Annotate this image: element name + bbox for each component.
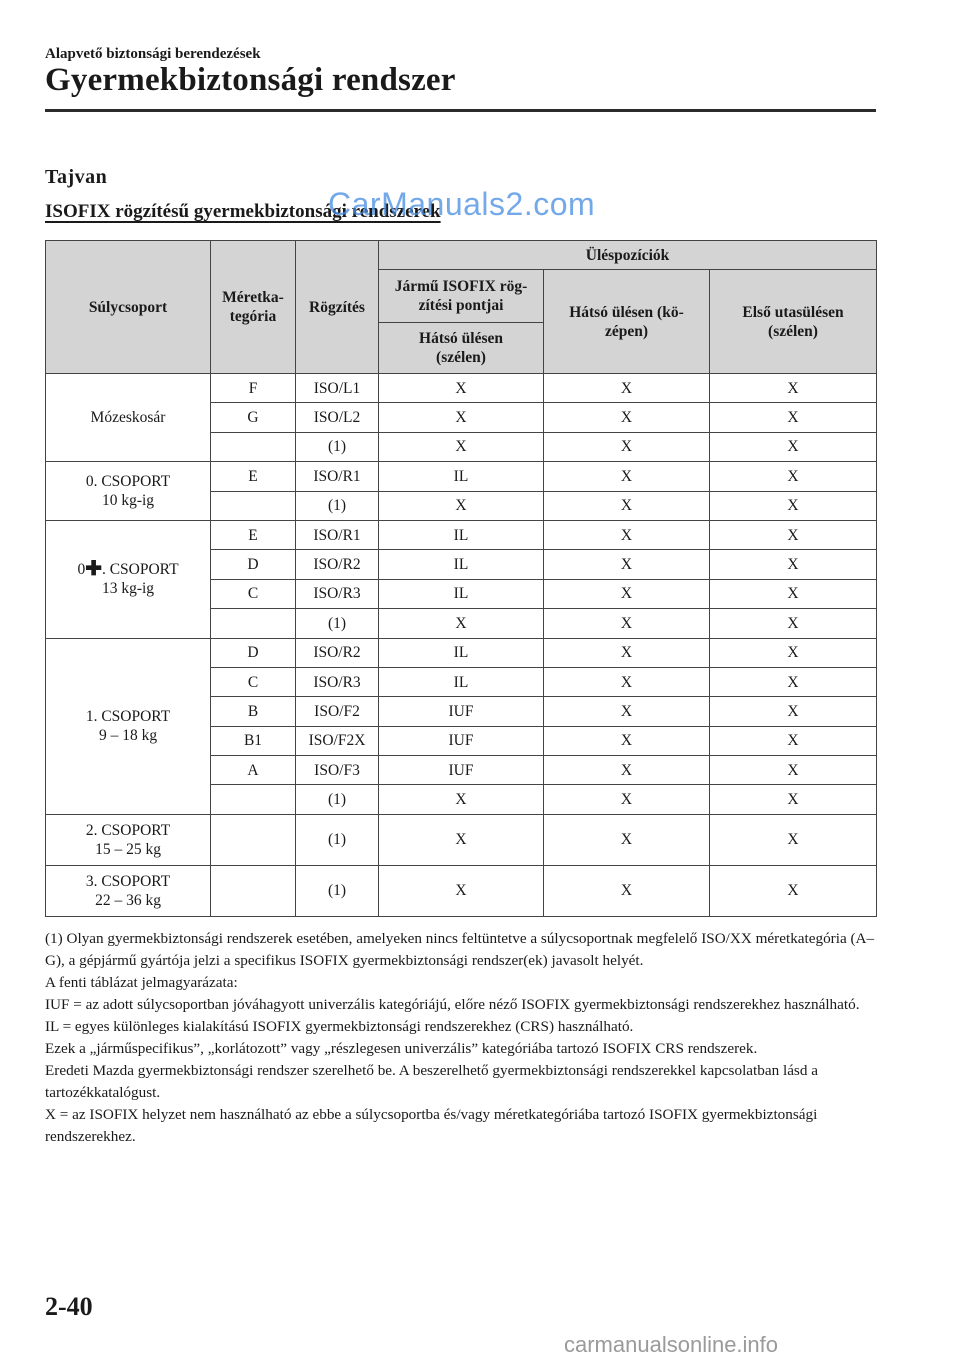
cell-fixture: ISO/R2: [296, 550, 379, 579]
table-title: ISOFIX rögzítésű gyermekbiztonsági rendszerek: [45, 201, 441, 222]
cell-rear-outboard: X: [379, 785, 544, 814]
header-weight-group: Súlycsoport: [46, 241, 211, 374]
header-isofix-points: [379, 270, 544, 323]
footnote-1: (1) Olyan gyermekbiztonsági rendszerek esetében, amelyeken nincs feltüntetve a súlycsoportnak megfelelő ISO/XX méretkategória (A–G), a gépjármű gyártója jelzi a specifikus ISOFIX gyermekbiztonsági rendszer(ek) javasolt helyét.: [45, 930, 875, 969]
cell-rear-center: X: [544, 785, 710, 814]
cell-fixture: ISO/R3: [296, 667, 379, 696]
cell-rear-outboard: IL: [379, 638, 544, 667]
cell-rear-center: X: [544, 667, 710, 696]
header-front-passenger-label: Első utasülésen (szélen): [742, 303, 844, 340]
cell-front: X: [710, 814, 877, 865]
footnotes: [45, 928, 880, 1148]
cell-fixture: (1): [296, 865, 379, 916]
cell-rear-center: X: [544, 403, 710, 432]
cell-front: X: [710, 785, 877, 814]
legend-il-detail: Ezek a „járműspecifikus”, „korlátozott” vagy „részlegesen univerzális” kategóriába tartozó ISOFIX CRS rendszerek.: [45, 1040, 758, 1057]
weight-group-cell: [46, 865, 211, 916]
table-row: [46, 462, 877, 491]
page-number: 2-40: [45, 1292, 93, 1321]
cell-front: X: [710, 609, 877, 638]
weight-group-cell: [46, 374, 211, 462]
cell-front: X: [710, 697, 877, 726]
table-row: [46, 520, 877, 549]
cell-front: X: [710, 403, 877, 432]
footer-watermark: carmanualsonline.info: [564, 1332, 779, 1357]
cell-rear-center: X: [544, 462, 710, 491]
cell-size: G: [211, 403, 296, 432]
cell-fixture: (1): [296, 785, 379, 814]
cell-fixture: (1): [296, 814, 379, 865]
cell-front: X: [710, 726, 877, 755]
table-header: [46, 241, 877, 374]
cell-size: B: [211, 697, 296, 726]
cell-rear-center: X: [544, 520, 710, 549]
cell-front: X: [710, 491, 877, 520]
isofix-table: [45, 240, 877, 917]
cell-size: A: [211, 756, 296, 785]
header-seat-positions: Üléspozíciók: [379, 241, 877, 270]
cell-rear-outboard: IL: [379, 550, 544, 579]
cell-size: D: [211, 638, 296, 667]
cell-fixture: ISO/R3: [296, 579, 379, 608]
cell-front: X: [710, 638, 877, 667]
weight-group-prefix: 0: [77, 561, 86, 579]
cell-rear-center: X: [544, 374, 710, 403]
weight-group-range: 13 kg-ig: [101, 580, 155, 598]
cell-size: [211, 609, 296, 638]
cell-size: E: [211, 462, 296, 491]
title-rule: [45, 109, 876, 112]
table-row: [46, 865, 877, 916]
cell-fixture: ISO/F2X: [296, 726, 379, 755]
header-size-category-label: Méretka- tegória: [222, 289, 284, 325]
cell-fixture: (1): [296, 432, 379, 461]
weight-group-cell: [46, 520, 211, 638]
cell-rear-center: X: [544, 814, 710, 865]
cell-fixture: ISO/F2: [296, 697, 379, 726]
cell-rear-center: X: [544, 697, 710, 726]
weight-group-suffix: . CSOPORT: [101, 561, 179, 579]
header-fixture: Rögzítés: [296, 241, 379, 374]
weight-group-label: 3. CSOPORT 22 – 36 kg: [85, 872, 171, 909]
weight-group-cell: [46, 814, 211, 865]
cell-front: X: [710, 432, 877, 461]
legend-iuf: IUF = az adott súlycsoportban jóváhagyott univerzális kategóriájú, előre néző ISOFIX gyermekbiztonsági rendszerekhez használható.: [45, 996, 860, 1013]
cell-size: B1: [211, 726, 296, 755]
cell-fixture: (1): [296, 491, 379, 520]
cell-rear-center: X: [544, 432, 710, 461]
legend-mazda: Eredeti Mazda gyermekbiztonsági rendszer szerelhető be. A beszerelhető gyermekbiztonsági rendszerekkel kapcsolatban lásd a tartozékkatalógust.: [45, 1062, 818, 1101]
weight-group-label: 1. CSOPORT 9 – 18 kg: [85, 708, 171, 745]
header-rear-center: [544, 270, 710, 374]
header-rear-outboard: [379, 323, 544, 374]
cell-size: [211, 491, 296, 520]
plus-icon: ✚: [85, 558, 102, 581]
weight-group-label: Mózeskosár: [90, 409, 166, 427]
table-row: [46, 814, 877, 865]
cell-front: X: [710, 579, 877, 608]
legend-il: IL = egyes különleges kialakítású ISOFIX gyermekbiztonsági rendszerekhez (CRS) használható.: [45, 1018, 634, 1035]
cell-fixture: (1): [296, 609, 379, 638]
cell-rear-outboard: X: [379, 491, 544, 520]
cell-size: F: [211, 374, 296, 403]
cell-front: X: [710, 520, 877, 549]
weight-group-cell: [46, 462, 211, 521]
header-rear-outboard-label: Hátsó ülésen (szélen): [419, 330, 503, 366]
cell-rear-center: X: [544, 491, 710, 520]
cell-rear-outboard: X: [379, 374, 544, 403]
weight-group-label: 0. CSOPORT 10 kg-ig: [85, 473, 171, 510]
cell-rear-outboard: IL: [379, 579, 544, 608]
cell-fixture: ISO/R1: [296, 462, 379, 491]
cell-front: X: [710, 756, 877, 785]
cell-front: X: [710, 865, 877, 916]
header-isofix-points-label: Jármű ISOFIX rög- zítési pontjai: [394, 278, 528, 314]
cell-rear-center: X: [544, 638, 710, 667]
weight-group-label: 2. CSOPORT 15 – 25 kg: [85, 821, 171, 858]
cell-size: [211, 865, 296, 916]
cell-front: X: [710, 550, 877, 579]
cell-rear-outboard: IUF: [379, 697, 544, 726]
cell-front: X: [710, 374, 877, 403]
cell-rear-center: X: [544, 756, 710, 785]
section-label: Alapvető biztonsági berendezések: [45, 46, 261, 62]
cell-rear-center: X: [544, 579, 710, 608]
chapter-title: Gyermekbiztonsági rendszer: [45, 62, 456, 98]
cell-front: X: [710, 462, 877, 491]
cell-rear-center: X: [544, 609, 710, 638]
legend-x: X = az ISOFIX helyzet nem használható az ebbe a súlycsoportba és/vagy méretkategóriába tartozó ISOFIX gyermekbiztonsági rendszerekhez.: [45, 1106, 818, 1145]
cell-rear-outboard: X: [379, 865, 544, 916]
cell-rear-outboard: IL: [379, 667, 544, 696]
cell-fixture: ISO/L1: [296, 374, 379, 403]
table-row: [46, 638, 877, 667]
header-front-passenger: [710, 270, 877, 374]
subsection-title: Tajvan: [45, 166, 108, 188]
cell-size: D: [211, 550, 296, 579]
cell-fixture: ISO/R1: [296, 520, 379, 549]
cell-rear-outboard: IL: [379, 462, 544, 491]
cell-rear-outboard: X: [379, 432, 544, 461]
cell-size: C: [211, 579, 296, 608]
header-rear-center-label: Hátsó ülésen (kö- zépen): [569, 303, 684, 340]
table-row: [46, 374, 877, 403]
cell-rear-center: X: [544, 550, 710, 579]
cell-fixture: ISO/L2: [296, 403, 379, 432]
cell-rear-outboard: IUF: [379, 726, 544, 755]
cell-rear-center: X: [544, 865, 710, 916]
weight-group-cell: [46, 638, 211, 814]
legend-heading: A fenti táblázat jelmagyarázata:: [45, 974, 238, 991]
cell-size: [211, 814, 296, 865]
header-size-category: [211, 241, 296, 374]
cell-size: [211, 432, 296, 461]
cell-rear-outboard: IL: [379, 520, 544, 549]
table-body: [46, 374, 877, 917]
cell-rear-center: X: [544, 726, 710, 755]
watermark-logo: CarManuals2.com: [328, 186, 596, 222]
cell-rear-outboard: X: [379, 814, 544, 865]
cell-size: [211, 785, 296, 814]
cell-front: X: [710, 667, 877, 696]
cell-size: E: [211, 520, 296, 549]
cell-size: C: [211, 667, 296, 696]
cell-fixture: ISO/F3: [296, 756, 379, 785]
cell-rear-outboard: X: [379, 609, 544, 638]
cell-rear-outboard: IUF: [379, 756, 544, 785]
cell-rear-outboard: X: [379, 403, 544, 432]
cell-fixture: ISO/R2: [296, 638, 379, 667]
